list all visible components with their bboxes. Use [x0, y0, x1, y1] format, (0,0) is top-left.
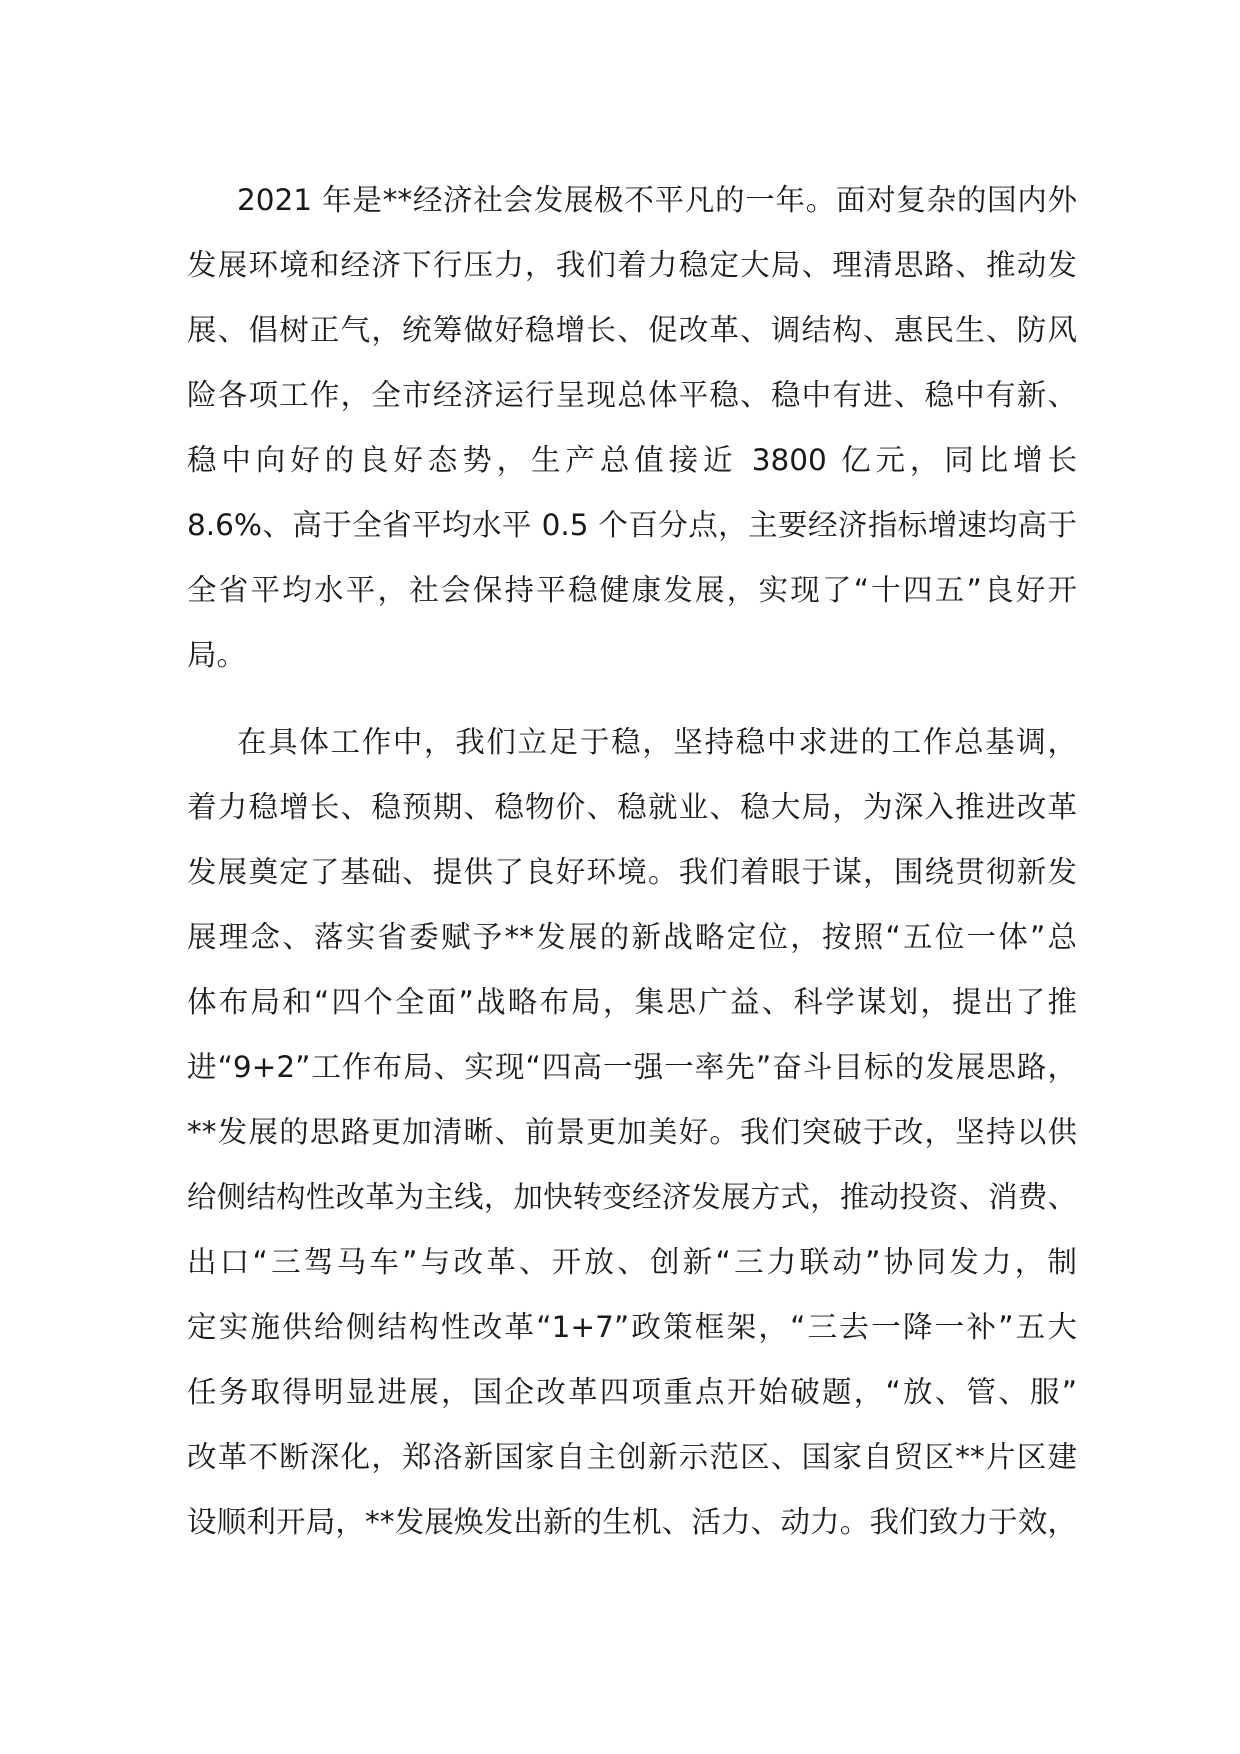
text-line: 体布局和“四个全面”战略布局，集思广益、科学谋划，提出了推 — [187, 985, 1077, 1019]
text-line: 8.6%、高于全省平均水平 0.5 个百分点，主要经济指标增速均高于 — [187, 508, 1077, 542]
text-line: 着力稳增长、稳预期、稳物价、稳就业、稳大局，为深入推进改革 — [187, 790, 1077, 824]
text-line: 稳中向好的良好态势，生产总值接近 3800 亿元，同比增长 — [187, 443, 1077, 477]
body-text — [187, 168, 1077, 1577]
text-line: 全省平均水平，社会保持平稳健康发展，实现了“十四五”良好开 — [187, 573, 1077, 607]
text-line: 局。 — [187, 638, 247, 672]
text-line: **发展的思路更加清晰、前景更加美好。我们突破于改，坚持以供 — [187, 1115, 1077, 1149]
text-line: 发展奠定了基础、提供了良好环境。我们着眼于谋，围绕贯彻新发 — [187, 855, 1077, 889]
text-line: 设顺利开局，**发展焕发出新的生机、活力、动力。我们致力于效， — [187, 1505, 1077, 1539]
text-line: 任务取得明显进展，国企改革四项重点开始破题，“放、管、服” — [187, 1375, 1077, 1409]
text-line: 展、倡树正气，统筹做好稳增长、促改革、调结构、惠民生、防风 — [187, 313, 1077, 347]
text-line: 出口“三驾马车”与改革、开放、创新“三力联动”协同发力，制 — [187, 1245, 1077, 1279]
text-line: 在具体工作中，我们立足于稳，坚持稳中求进的工作总基调， — [237, 725, 1077, 759]
text-line: 改革不断深化，郑洛新国家自主创新示范区、国家自贸区**片区建 — [187, 1440, 1077, 1474]
text-line: 2021 年是**经济社会发展极不平凡的一年。面对复杂的国内外 — [237, 183, 1077, 217]
paragraph-2 — [187, 710, 1077, 1555]
text-line: 发展环境和经济下行压力，我们着力稳定大局、理清思路、推动发 — [187, 248, 1077, 282]
text-line: 进“9+2”工作布局、实现“四高一强一率先”奋斗目标的发展思路， — [187, 1050, 1077, 1084]
text-line: 展理念、落实省委赋予**发展的新战略定位，按照“五位一体”总 — [187, 920, 1077, 954]
text-line: 给侧结构性改革为主线，加快转变经济发展方式，推动投资、消费、 — [187, 1180, 1077, 1214]
paragraph-1 — [187, 168, 1077, 688]
text-line: 定实施供给侧结构性改革“1+7”政策框架，“三去一降一补”五大 — [187, 1310, 1077, 1344]
text-line: 险各项工作，全市经济运行呈现总体平稳、稳中有进、稳中有新、 — [187, 378, 1077, 412]
